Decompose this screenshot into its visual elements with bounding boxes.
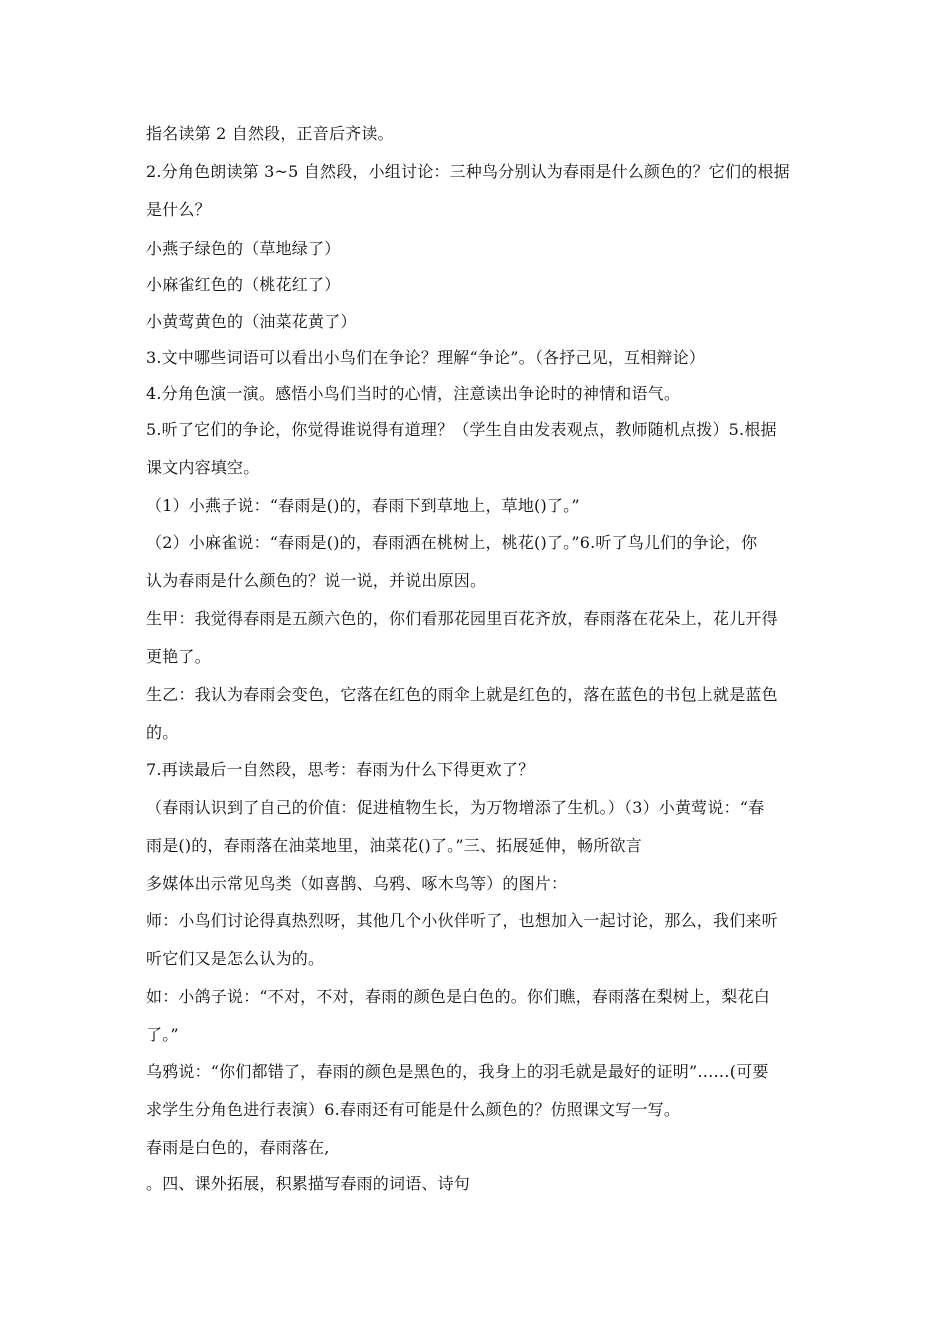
text-line: 5.听了它们的争论，你觉得谁说得有道理？（学生自由发表观点，教师随机点拨）5.根据 [146, 420, 777, 439]
text-line: 7.再读最后一自然段，思考：春雨为什么下得更欢了？ [146, 760, 535, 779]
text-line: 4.分角色演一演。感悟小鸟们当时的心情，注意读出争论时的神情和语气。 [146, 384, 681, 403]
text-line: 3.文中哪些词语可以看出小鸟们在争论？理解“争论”。（各抒己见，互相辩论） [146, 348, 706, 367]
text-line: 指名读第 2 自然段，正音后齐读。 [146, 124, 394, 143]
text-line: 多媒体出示常见鸟类（如喜鹊、乌鸦、啄木鸟等）的图片： [146, 874, 568, 893]
text-line: 如：小鸽子说：“不对，不对，春雨的颜色是白色的。你们瞧，春雨落在梨树上，梨花白 [146, 987, 770, 1006]
text-line: 课文内容填空。 [146, 458, 260, 477]
text-line: 了。” [146, 1025, 179, 1044]
text-line: 2.分角色朗读第 3~5 自然段，小组讨论：三种鸟分别认为春雨是什么颜色的？它们的根据 [146, 162, 790, 181]
text-line: （1）小燕子说：“春雨是()的，春雨下到草地上，草地()了。” [146, 496, 580, 515]
text-line: 求学生分角色进行表演）6.春雨还有可能是什么颜色的？仿照课文写一写。 [146, 1100, 681, 1119]
text-line: 认为春雨是什么颜色的？说一说，并说出原因。 [146, 571, 487, 590]
text-line: 更艳了。 [146, 647, 211, 666]
text-line: 春雨是白色的，春雨落在, [146, 1138, 330, 1157]
text-line: 生甲：我觉得春雨是五颜六色的，你们看那花园里百花齐放，春雨落在花朵上，花儿开得 [146, 609, 778, 628]
text-line: 乌鸦说：“你们都错了，春雨的颜色是黑色的，我身上的羽毛就是最好的证明”……(可要 [146, 1062, 769, 1081]
text-line: 是什么？ [146, 200, 211, 219]
text-line: （2）小麻雀说：“春雨是()的，春雨洒在桃树上，桃花()了。”6.听了鸟儿们的争论，你 [146, 533, 758, 552]
text-line: 生乙：我认为春雨会变色，它落在红色的雨伞上就是红色的，落在蓝色的书包上就是蓝色 [146, 685, 778, 704]
text-line: 师：小鸟们讨论得真热烈呀，其他几个小伙伴听了，也想加入一起讨论，那么，我们来听 [146, 911, 778, 930]
text-line: 小麻雀红色的（桃花红了） [146, 275, 341, 294]
text-line: 小黄莺黄色的（油菜花黄了） [146, 312, 357, 331]
text-line: 听它们又是怎么认为的。 [146, 949, 325, 968]
text-line: 的。 [146, 723, 179, 742]
text-line: 雨是()的，春雨落在油菜地里，油菜花()了。”三、拓展延伸，畅所欲言 [146, 836, 642, 855]
text-line: 。四、课外拓展，积累描写春雨的词语、诗句 [146, 1174, 471, 1193]
text-line: （春雨认识到了自己的价值：促进植物生长，为万物增添了生机。）（3）小黄莺说：“春 [146, 798, 765, 817]
text-line: 小燕子绿色的（草地绿了） [146, 239, 341, 258]
